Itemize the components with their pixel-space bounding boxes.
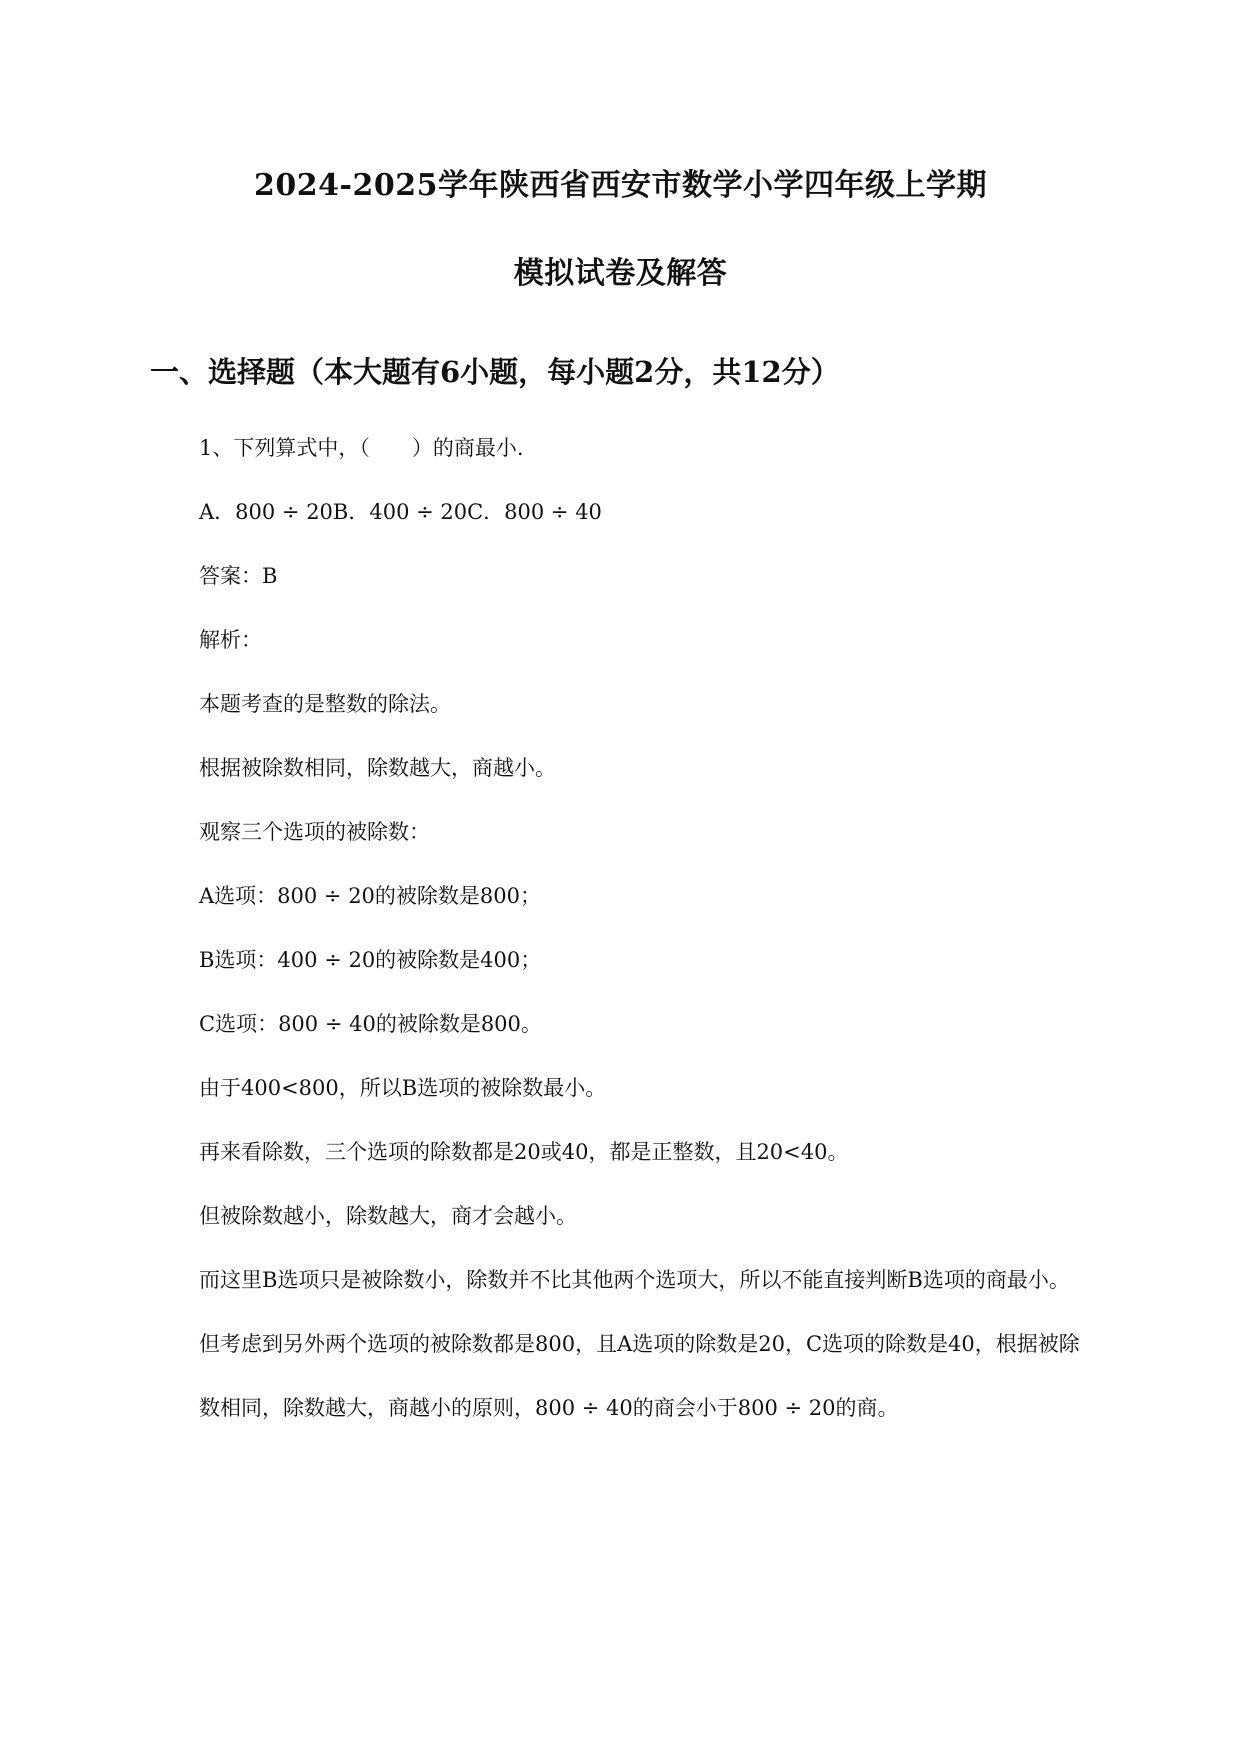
answer: 答案：B [199,564,278,588]
analysis-line: 根据被除数相同，除数越大，商越小。 [199,756,556,780]
analysis-paragraph: 而这里B选项只是被除数小，除数并不比其他两个选项大，所以不能直接判断B选项的商最小。 [199,1268,1070,1292]
analysis-label: 解析： [199,628,262,652]
analysis-line: B选项：400 ÷ 20的被除数是400； [199,948,542,972]
analysis-line: A选项：800 ÷ 20的被除数是800； [199,884,541,908]
analysis-line: 本题考查的是整数的除法。 [199,692,451,716]
question-stem: 1、下列算式中，（ ）的商最小. [199,436,524,460]
question-1 [199,432,1099,1456]
analysis-line: 观察三个选项的被除数： [199,820,430,844]
title-line-2: 模拟试卷及解答 [513,256,728,291]
analysis-line: 由于400<800，所以B选项的被除数最小。 [199,1076,607,1100]
analysis-line: 但被除数越小，除数越大，商才会越小。 [199,1204,577,1228]
analysis-paragraph: 但考虑到另外两个选项的被除数都是800，且A选项的除数是20，C选项的除数是40，根据被除数相同，除数越大，商越小的原则，800 ÷ 40的商会小于800 ÷ 20的商。 [199,1332,1080,1420]
section-heading: 一、选择题（本大题有6小题，每小题2分，共12分） [150,355,840,389]
question-options: A．800 ÷ 20B．400 ÷ 20C．800 ÷ 40 [199,500,602,524]
analysis-line: C选项：800 ÷ 40的被除数是800。 [199,1012,542,1036]
analysis-line: 再来看除数，三个选项的除数都是20或40，都是正整数，且20<40。 [199,1140,849,1164]
title-line-1: 2024-2025学年陕西省西安市数学小学四年级上学期 [254,168,987,203]
